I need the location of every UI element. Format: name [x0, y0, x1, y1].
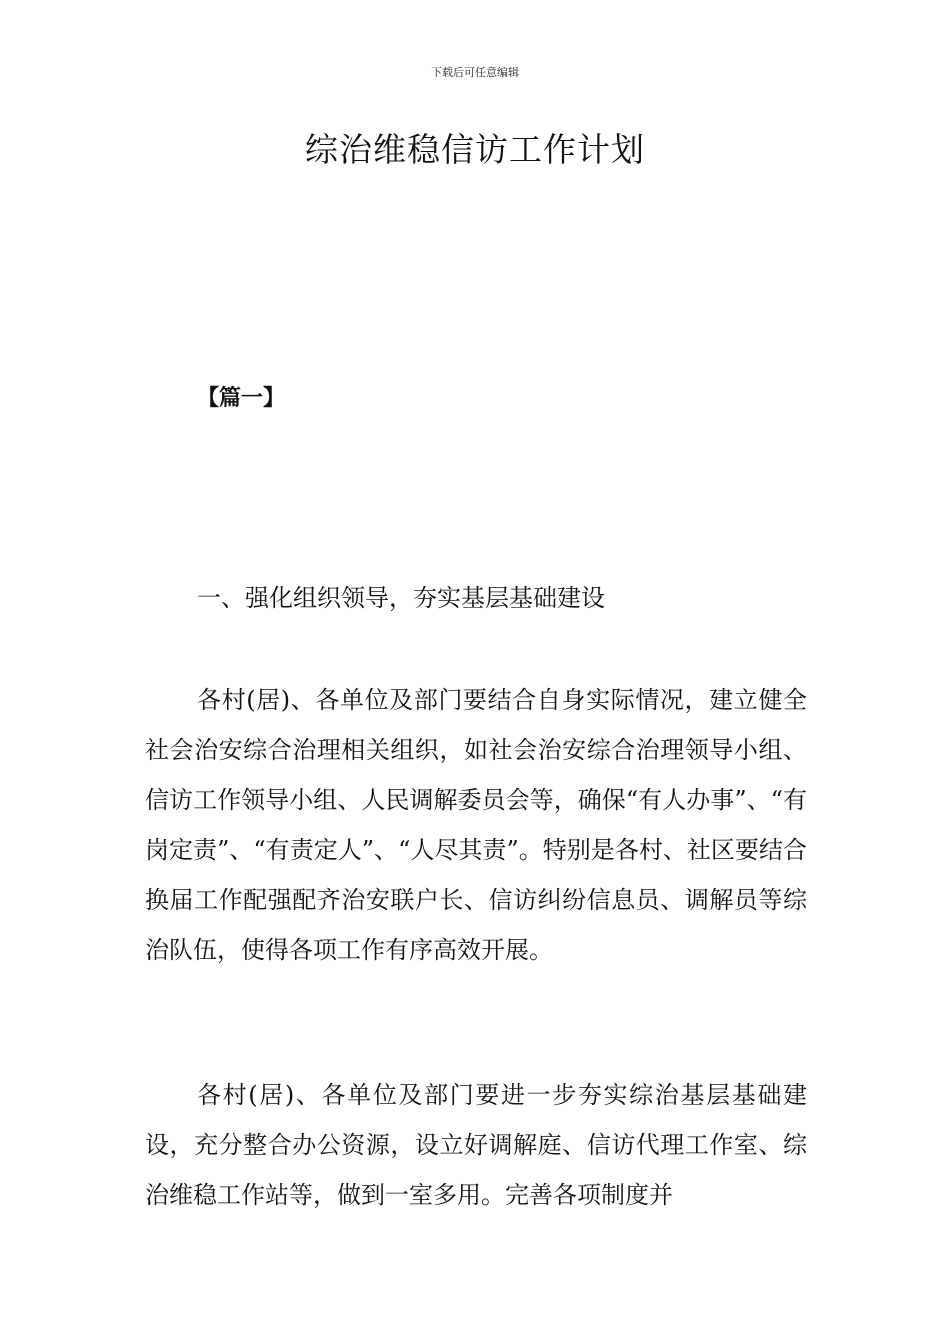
body-paragraph-2: 各村(居)、各单位及部门要进一步夯实综治基层基础建设，充分整合办公资源，设立好调解庭、信访代理工作室、综治维稳工作站等，做到一室多用。完善各项制度并: [145, 1081, 807, 1209]
section-label: 【篇一】: [197, 385, 286, 411]
section-heading: 一、强化组织领导，夯实基层基础建设: [197, 584, 605, 612]
header-note: 下载后可任意编辑: [431, 66, 519, 79]
body-paragraph-1: 各村(居)、各单位及部门要结合自身实际情况，建立健全社会治安综合治理相关组织，如社会治安综合治理领导小组、信访工作领导小组、人民调解委员会等，确保“有人办事”、“有岗定责”、“有责定人”、“人尽其责”。特别是各村、社区要结合换届工作配强配齐治安联户长、信访纠纷信息员、调解员等综治队伍，使得各项工作有序高效开展。: [145, 686, 807, 964]
document-title: 综治维稳信访工作计划: [305, 130, 645, 169]
